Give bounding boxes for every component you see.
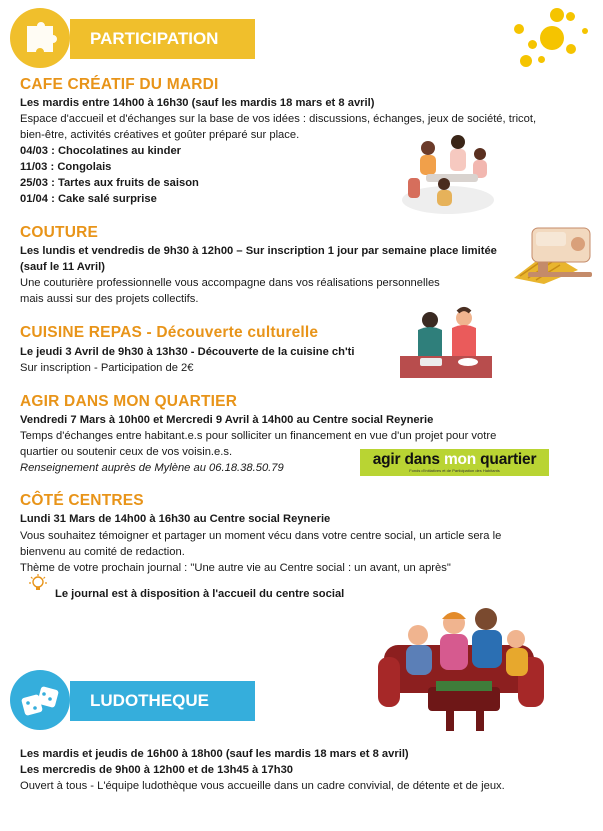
cafe-desc-line2: bien-être, activités créatives et goûter préparé sur place. — [20, 129, 300, 141]
cote-schedule: Lundi 31 Mars de 14h00 à 16h30 au Centre social Reynerie — [20, 513, 331, 525]
couture-desc-line2: mais aussi sur des projets collectifs. — [20, 293, 199, 305]
agir-desc-line2: quartier ou soutenir ceux de vos voisin.e.s. — [20, 446, 233, 458]
sewing-machine-illustration — [508, 218, 598, 284]
cooking-illustration — [398, 304, 494, 380]
couture-desc-line1: Une couturière professionnelle vous accompagne dans vos réalisations personnelles — [20, 277, 440, 289]
ludo-line1: Les mardis et jeudis de 16h00 à 18h00 (sauf les mardis 18 mars et 8 avril) — [20, 748, 409, 760]
cafe-title: CAFE CRÉATIF DU MARDI — [20, 76, 219, 93]
cuisine-title: CUISINE REPAS - Découverte culturelle — [20, 324, 319, 341]
participation-banner-label: PARTICIPATION — [90, 29, 219, 48]
cuisine-desc: Sur inscription - Participation de 2€ — [20, 362, 194, 374]
participation-icon-circle — [10, 8, 70, 68]
cuisine-schedule: Le jeudi 3 Avril de 9h30 à 13h30 - Découverte de la cuisine ch'ti — [20, 346, 355, 358]
cafe-item: 25/03 : Tartes aux fruits de saison — [20, 177, 199, 189]
agir-dans-mon-quartier-logo: agir dans mon quartier Fonds d'Initiatives et de Participation des Habitants — [360, 449, 549, 476]
ludotheque-banner-label: LUDOTHEQUE — [90, 691, 209, 710]
people-at-table-illustration — [398, 128, 498, 218]
cote-journal: Le journal est à disposition à l'accueil du centre social — [55, 588, 345, 600]
agir-title: AGIR DANS MON QUARTIER — [20, 393, 238, 410]
couture-title: COUTURE — [20, 224, 99, 241]
couture-schedule-line2: (sauf le 11 Avril) — [20, 261, 105, 273]
cote-title: CÔTÉ CENTRES — [20, 492, 144, 509]
ludo-line2: Les mercredis de 9h00 à 12h00 et de 13h45 à 17h30 — [20, 764, 294, 776]
agir-schedule: Vendredi 7 Mars à 10h00 et Mercredi 9 Avril à 14h00 au Centre social Reynerie — [20, 414, 434, 426]
ludo-line3: Ouvert à tous - L'équipe ludothèque vous accueille dans un cadre convivial, de détente et de jeux. — [20, 780, 505, 792]
dice-icon — [10, 670, 70, 730]
cote-desc-line1: Vous souhaitez témoigner et partager un moment vécu dans votre centre social, un article sera le — [20, 530, 502, 542]
agir-desc-line1: Temps d'échanges entre habitant.e.s pour solliciter un financement en vue d'un projet pour votre — [20, 430, 497, 442]
cafe-item: 11/03 : Congolais — [20, 161, 112, 173]
ludotheque-banner — [70, 681, 255, 721]
lightbulb-icon — [28, 573, 48, 593]
cafe-item: 01/04 : Cake salé surprise — [20, 193, 157, 205]
participation-banner — [70, 19, 255, 59]
couture-schedule-line1: Les lundis et vendredis de 9h30 à 12h00 – Sur inscription 1 jour par semaine place limitée — [20, 245, 497, 257]
cote-desc-line2: bienvenu au comité de redaction. — [20, 546, 185, 558]
puzzle-icon — [10, 8, 70, 68]
cafe-item: 04/03 : Chocolatines au kinder — [20, 145, 182, 157]
cafe-schedule: Les mardis entre 14h00 à 16h30 (sauf les mardis 18 mars et 8 avril) — [20, 97, 375, 109]
cote-desc-line3: Thème de votre prochain journal : "Une autre vie au Centre social : un avant, un après" — [20, 562, 451, 574]
family-playing-games-illustration — [376, 605, 552, 737]
cafe-desc-line1: Espace d'accueil et d'échanges sur la base de vos idées : discussions, échanges, jeux de société, tricot, — [20, 113, 537, 125]
ludotheque-icon-circle — [10, 670, 70, 730]
agir-contact: Renseignement auprès de Mylène au 06.18.38.50.79 — [20, 462, 284, 474]
